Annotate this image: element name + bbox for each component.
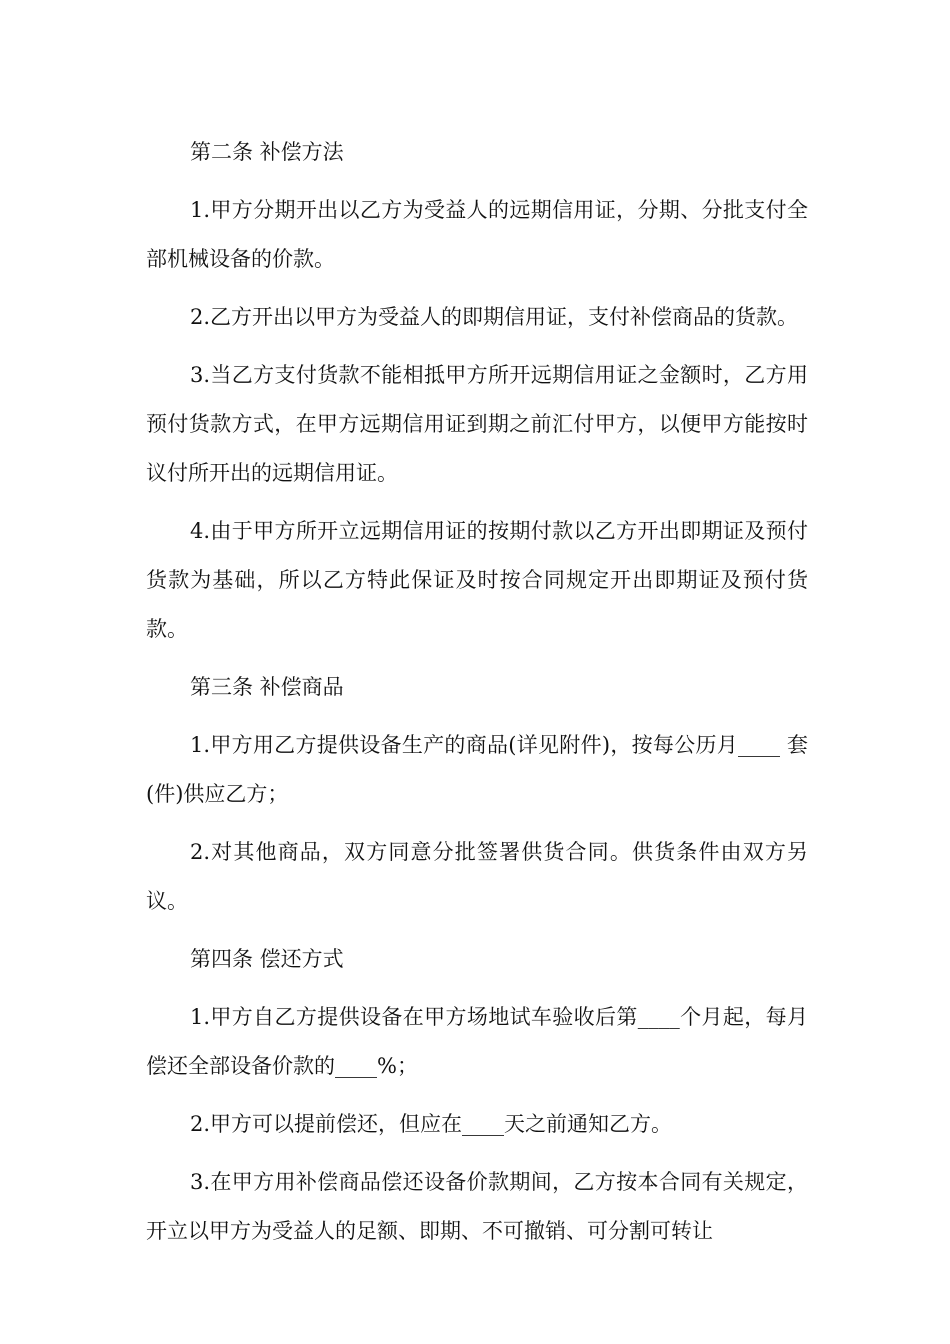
paragraph-4-2: 2.甲方可以提前偿还，但应在____天之前通知乙方。: [190, 1112, 673, 1136]
paragraph-2-4: 4.由于甲方所开立远期信用证的按期付款以乙方开出即期证及预付货款为基础，所以乙方特此保证及时按合同规定开出即期证及预付货款。: [146, 519, 808, 641]
document-page: [146, 128, 808, 1265]
section-heading-4: 第四条 偿还方式: [190, 947, 344, 971]
paragraph-2-3: 3.当乙方支付货款不能相抵甲方所开远期信用证之金额时，乙方用预付货款方式，在甲方远期信用证到期之前汇付甲方，以便甲方能按时议付所开出的远期信用证。: [146, 363, 808, 485]
paragraph-3-2: 2.对其他商品，双方同意分批签署供货合同。供货条件由双方另议。: [146, 840, 808, 913]
section-heading-3: 第三条 补偿商品: [190, 675, 344, 699]
paragraph-4-3: 3.在甲方用补偿商品偿还设备价款期间，乙方按本合同有关规定，开立以甲方为受益人的足额、即期、不可撤销、可分割可转让: [146, 1170, 808, 1243]
section-heading-2: 第二条 补偿方法: [190, 140, 344, 164]
paragraph-2-1: 1.甲方分期开出以乙方为受益人的远期信用证，分期、分批支付全部机械设备的价款。: [146, 198, 808, 271]
paragraph-4-1: 1.甲方自乙方提供设备在甲方场地试车验收后第____个月起，每月偿还全部设备价款的____%；: [146, 1005, 808, 1078]
paragraph-3-1: 1.甲方用乙方提供设备生产的商品(详见附件)，按每公历月____ 套(件)供应乙方；: [146, 733, 808, 806]
paragraph-2-2: 2.乙方开出以甲方为受益人的即期信用证，支付补偿商品的货款。: [190, 305, 799, 329]
